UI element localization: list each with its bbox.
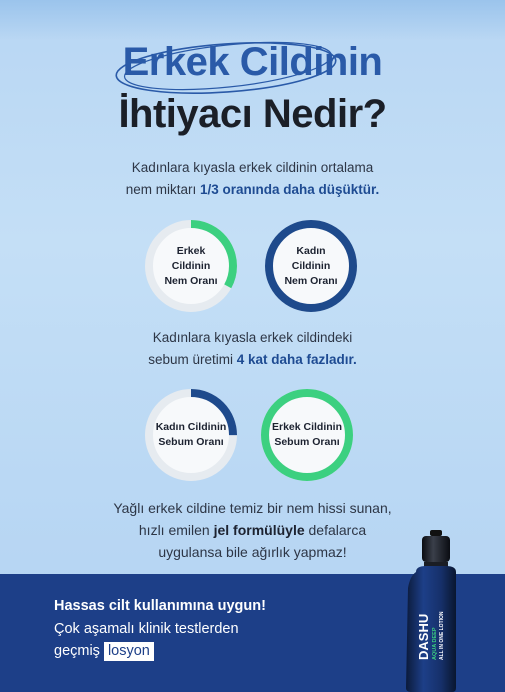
- gel-highlight: jel formülüyle: [213, 522, 305, 538]
- banner-line-3: [54, 642, 154, 661]
- title-line-1: Erkek Cildinin: [122, 40, 383, 84]
- moisture-line-2-text: nem miktarı: [125, 182, 200, 197]
- sebum-description: [0, 327, 505, 371]
- product-bottle: [396, 528, 466, 692]
- female-moisture-ring: [263, 218, 359, 314]
- product-brand-text: DASHU: [416, 613, 431, 660]
- pump-cap: [422, 536, 450, 562]
- gel-line-3: uygulansa bile ağırlık yapmaz!: [158, 544, 347, 560]
- male-sebum-ring: [259, 387, 355, 483]
- gel-line-2-b: defalarca: [304, 522, 367, 538]
- product-sub-text-1: AQUA DEEP: [432, 627, 438, 660]
- male-moisture-ring: [143, 218, 239, 314]
- title-line-2: İhtiyacı Nedir?: [118, 92, 387, 136]
- gel-line-2-a: hızlı emilen: [138, 522, 214, 538]
- lotion-chip: losyon: [104, 642, 154, 661]
- ring-label: Kadın Cildinin Nem Oranı: [284, 244, 338, 287]
- ring-label: Erkek Cildinin Nem Oranı: [164, 244, 218, 287]
- product-sub-text-2: ALL IN ONE LOTION: [439, 611, 445, 660]
- sebum-line-2: [0, 349, 505, 371]
- banner-line-3-text: geçmiş: [54, 643, 100, 659]
- moisture-description: [0, 157, 505, 201]
- sebum-highlight: 4 kat daha fazladır.: [236, 352, 357, 367]
- sebum-line-1: Kadınlara kıyasla erkek cildindeki: [152, 330, 353, 345]
- banner-line-2: Çok aşamalı klinik testlerden: [54, 621, 239, 637]
- pump-nozzle: [430, 530, 442, 536]
- gel-line-1: Yağlı erkek cildine temiz bir nem hissi sunan,: [113, 500, 392, 516]
- sebum-line-2-text: sebum üretimi: [148, 352, 237, 367]
- moisture-line-2: [0, 179, 505, 201]
- moisture-highlight: 1/3 oranında daha düşüktür.: [199, 182, 380, 197]
- banner-line-1: Hassas cilt kullanımına uygun!: [54, 598, 266, 614]
- female-sebum-ring: [143, 387, 239, 483]
- ring-label: Kadın Cildinin Sebum Oranı: [155, 421, 227, 448]
- ring-label: Erkek Cildinin Sebum Oranı: [271, 421, 343, 448]
- moisture-line-1: Kadınlara kıyasla erkek cildinin ortalama: [131, 160, 374, 175]
